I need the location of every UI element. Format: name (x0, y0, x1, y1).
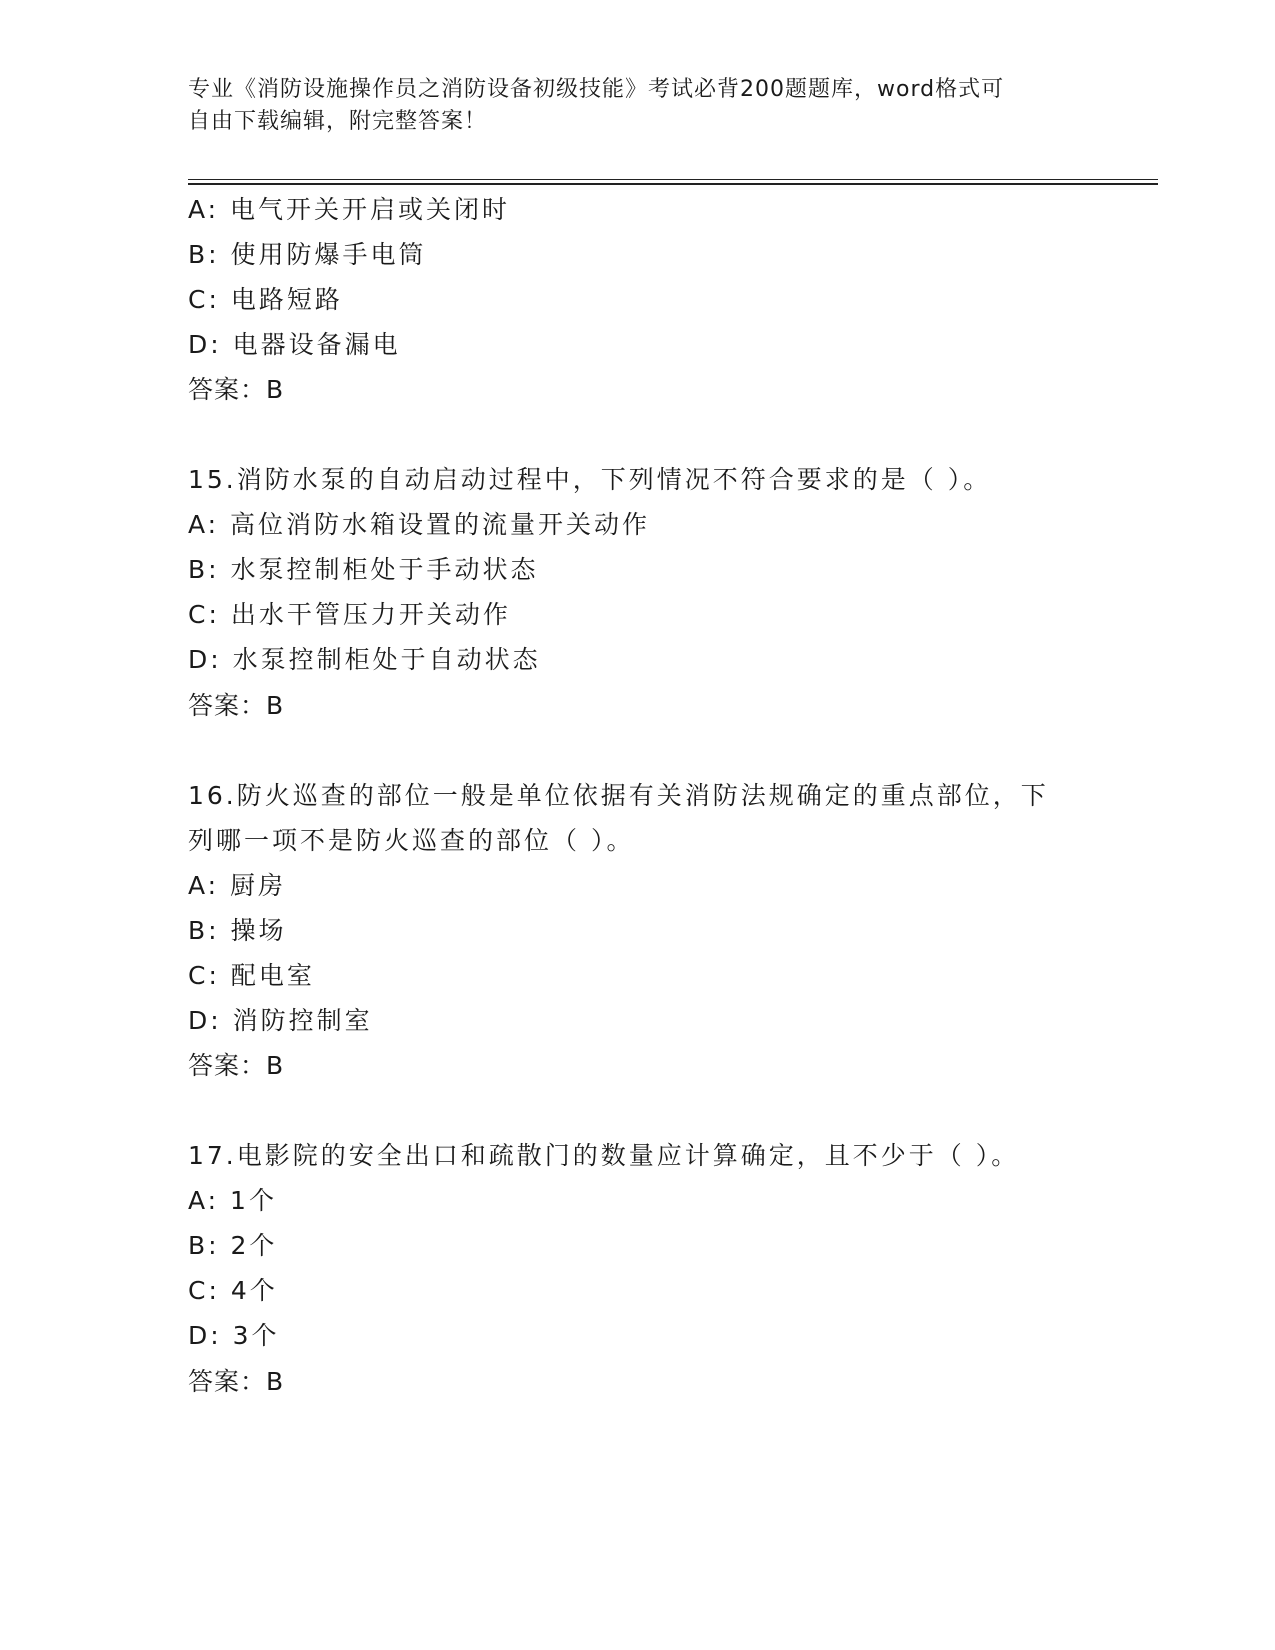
q17-option-a: A: 1个 (188, 1186, 277, 1215)
q14-answer: 答案：B (188, 375, 285, 404)
q16-option-c: C: 配电室 (188, 961, 315, 990)
q14-option-a: A: 电气开关开启或关闭时 (188, 195, 511, 224)
q17-option-b: B: 2个 (188, 1231, 278, 1260)
q17-option-c: C: 4个 (188, 1276, 278, 1305)
q17-stem: 17.电影院的安全出口和疏散门的数量应计算确定，且不少于（ ）。 (188, 1141, 1020, 1170)
q16-option-b: B: 操场 (188, 916, 287, 945)
q15-option-a: A: 高位消防水箱设置的流量开关动作 (188, 510, 651, 539)
header-divider-thin (188, 179, 1158, 180)
document-header (188, 74, 1088, 138)
q15-stem: 15.消防水泵的自动启动过程中，下列情况不符合要求的是（ ）。 (188, 465, 992, 494)
header-divider-thick (188, 183, 1158, 185)
q14-option-b: B: 使用防爆手电筒 (188, 240, 427, 269)
q15-answer: 答案：B (188, 691, 285, 720)
q16-stem-line-2: 列哪一项不是防火巡查的部位（ ）。 (188, 826, 635, 855)
q15-option-d: D: 水泵控制柜处于自动状态 (188, 645, 541, 674)
q16-answer: 答案：B (188, 1051, 285, 1080)
q16-option-a: A: 厨房 (188, 871, 287, 900)
q15-option-b: B: 水泵控制柜处于手动状态 (188, 555, 539, 584)
q17-answer: 答案：B (188, 1367, 285, 1396)
q15-option-c: C: 出水干管压力开关动作 (188, 600, 511, 629)
q17-option-d: D: 3个 (188, 1321, 280, 1350)
q16-stem-line-1: 16.防火巡查的部位一般是单位依据有关消防法规确定的重点部位，下 (188, 781, 1049, 810)
q14-option-c: C: 电路短路 (188, 285, 343, 314)
q16-option-d: D: 消防控制室 (188, 1006, 373, 1035)
header-line-2: 自由下载编辑，附完整答案！ (188, 109, 488, 134)
q14-option-d: D: 电器设备漏电 (188, 330, 401, 359)
header-line-1: 专业《消防设施操作员之消防设备初级技能》考试必背200题题库，word格式可 (188, 77, 1005, 102)
